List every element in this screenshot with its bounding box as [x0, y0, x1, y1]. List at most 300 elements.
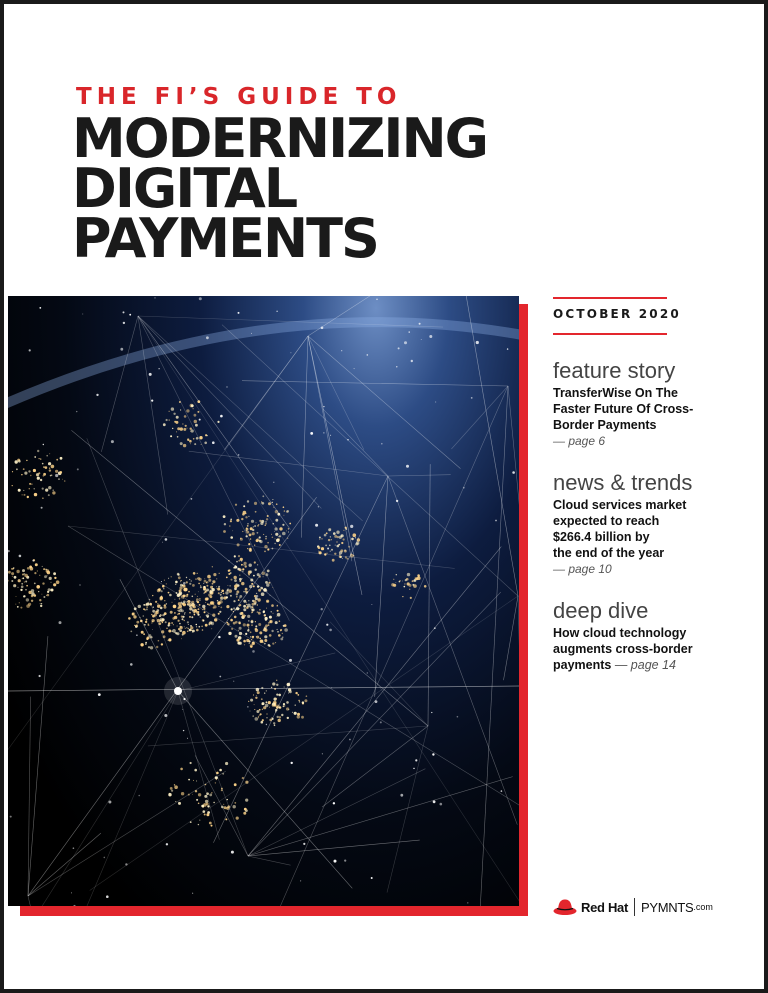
city-light [48, 494, 50, 496]
city-light [321, 538, 322, 539]
city-light [136, 621, 139, 624]
city-light [178, 613, 180, 615]
city-light [187, 631, 189, 633]
city-light [269, 707, 270, 708]
network-node [55, 474, 58, 477]
city-light [264, 551, 266, 553]
city-light [331, 539, 332, 540]
city-light [255, 697, 257, 699]
city-light [186, 602, 187, 603]
description-line: augments cross-border [553, 642, 693, 656]
city-light [204, 611, 206, 613]
city-light [196, 611, 199, 614]
city-light [163, 614, 165, 616]
city-light [184, 620, 185, 621]
city-light [412, 580, 414, 582]
city-light [150, 646, 153, 649]
city-light [13, 568, 14, 569]
city-light [157, 603, 158, 604]
city-light [241, 582, 244, 585]
city-light [221, 590, 224, 593]
city-light [247, 629, 249, 631]
city-light [335, 545, 336, 546]
network-node [432, 753, 434, 755]
city-light [236, 593, 238, 595]
city-light [319, 539, 320, 540]
city-light [16, 570, 19, 573]
network-node [73, 905, 75, 906]
network-line [178, 653, 335, 691]
city-light [275, 698, 277, 700]
city-light [233, 600, 235, 602]
city-light [20, 589, 22, 591]
city-light [226, 605, 229, 608]
earth-network-image [8, 296, 519, 906]
city-light [49, 469, 51, 471]
city-light [233, 607, 235, 609]
city-light [146, 607, 147, 608]
city-light [183, 428, 186, 431]
city-light [288, 528, 289, 529]
city-light [262, 572, 266, 576]
city-light [192, 596, 194, 598]
city-light [23, 596, 24, 597]
city-light [404, 583, 405, 584]
city-light [207, 603, 209, 605]
city-light [201, 805, 204, 808]
description-line: Border Payments [553, 418, 657, 432]
city-light [245, 615, 246, 616]
city-light [183, 444, 186, 447]
city-light [151, 622, 152, 623]
city-light [187, 428, 188, 429]
city-light [246, 602, 247, 603]
city-light [248, 701, 249, 702]
city-light [234, 585, 238, 589]
city-light [170, 787, 173, 790]
city-light [178, 574, 180, 576]
city-light [259, 536, 261, 538]
city-light [242, 571, 243, 572]
network-line [301, 336, 308, 538]
city-light [235, 504, 237, 506]
city-light [230, 573, 231, 574]
city-light [17, 587, 18, 588]
city-light [250, 527, 253, 530]
city-light [19, 602, 20, 603]
city-light [227, 807, 228, 808]
network-node [130, 663, 133, 666]
city-light [282, 532, 286, 536]
city-light [205, 800, 208, 803]
network-node [256, 595, 258, 597]
network-line [451, 386, 508, 449]
city-light [56, 459, 58, 461]
city-light [192, 630, 195, 633]
network-node [291, 762, 293, 764]
section-news-trends[interactable] [553, 471, 753, 577]
city-light [223, 530, 226, 533]
city-light [189, 612, 191, 614]
city-light [318, 546, 321, 549]
network-node [183, 730, 184, 731]
city-light [295, 705, 296, 706]
city-light [192, 794, 193, 795]
city-light [252, 532, 255, 535]
city-light [195, 424, 198, 427]
network-node [212, 441, 215, 444]
city-light [188, 628, 189, 629]
network-line [464, 296, 518, 596]
city-light [250, 548, 251, 549]
city-light [250, 636, 251, 637]
city-light [199, 820, 200, 821]
city-light [197, 596, 198, 597]
city-light [234, 802, 236, 804]
city-light [185, 628, 186, 629]
network-node [290, 352, 291, 353]
city-light [40, 603, 41, 604]
city-light [194, 574, 195, 575]
city-light [265, 617, 268, 620]
city-light [43, 568, 45, 570]
network-line [28, 833, 101, 896]
city-light [26, 598, 29, 601]
city-light [162, 622, 164, 624]
city-light [258, 612, 261, 615]
city-light [225, 818, 227, 820]
city-light [199, 604, 201, 606]
city-light [231, 579, 233, 581]
city-light [224, 523, 226, 525]
city-light [213, 802, 214, 803]
city-light [173, 605, 177, 609]
city-light [221, 592, 222, 593]
city-light [34, 493, 37, 496]
city-light [34, 488, 35, 489]
city-light [396, 574, 397, 575]
city-light [49, 468, 50, 469]
network-line [388, 475, 451, 476]
network-line [242, 381, 508, 386]
city-light [24, 582, 25, 583]
network-node [82, 314, 83, 315]
city-light [16, 596, 17, 597]
city-light [8, 579, 9, 582]
city-light [168, 630, 171, 633]
city-light [166, 419, 168, 421]
network-node [344, 860, 346, 862]
city-light [288, 688, 291, 691]
description-line: payments [553, 658, 612, 672]
city-light [15, 585, 16, 586]
city-light [198, 578, 201, 581]
city-light [176, 416, 179, 419]
network-node [96, 394, 98, 396]
city-light [179, 599, 180, 600]
city-light [204, 442, 207, 445]
city-light [196, 799, 198, 801]
network-line [322, 726, 428, 807]
city-light [249, 564, 252, 567]
city-light [136, 624, 139, 627]
city-light [21, 583, 23, 585]
network-line [323, 409, 388, 476]
city-light [30, 567, 34, 571]
city-light [27, 567, 30, 570]
city-light [284, 624, 287, 627]
city-light [168, 793, 171, 796]
city-light [164, 600, 165, 601]
city-light [250, 711, 251, 712]
city-light [254, 561, 256, 563]
city-light [213, 573, 216, 576]
city-light [413, 584, 417, 588]
city-light [233, 805, 236, 808]
network-node [323, 432, 324, 433]
city-light [329, 545, 331, 547]
city-light [217, 421, 219, 423]
network-node [251, 333, 252, 334]
city-light [301, 716, 304, 719]
city-light [216, 578, 217, 579]
city-light [173, 413, 175, 415]
city-light [187, 603, 189, 605]
city-light [52, 489, 54, 491]
section-deep-dive[interactable] [553, 599, 753, 673]
city-light [247, 523, 249, 525]
city-light [245, 633, 247, 635]
network-node [187, 738, 188, 739]
network-node [354, 368, 355, 369]
city-light [226, 577, 228, 579]
city-light [198, 803, 200, 805]
city-light [230, 519, 232, 521]
city-light [254, 709, 255, 710]
city-light [238, 630, 239, 631]
city-light [132, 612, 136, 616]
city-light [256, 695, 257, 696]
city-light [248, 629, 249, 630]
city-light [266, 690, 267, 691]
city-light [262, 495, 264, 497]
city-light [156, 646, 158, 648]
description-line: TransferWise On The [553, 386, 678, 400]
city-light [15, 460, 18, 463]
city-light [218, 586, 220, 588]
city-light [288, 532, 289, 533]
city-light [279, 716, 281, 718]
city-light [171, 622, 173, 624]
city-light [265, 523, 267, 525]
city-light [256, 636, 259, 639]
city-light [275, 519, 278, 522]
network-line [480, 386, 508, 906]
city-light [234, 555, 236, 557]
city-light [265, 538, 267, 540]
city-light [190, 605, 191, 606]
city-light [168, 638, 171, 641]
city-light [276, 616, 277, 617]
city-light [227, 588, 229, 590]
city-light [224, 806, 227, 809]
city-light [217, 602, 220, 605]
city-light [146, 608, 148, 610]
city-light [342, 558, 343, 559]
city-light [189, 440, 192, 443]
city-light [148, 624, 150, 626]
city-light [196, 626, 197, 627]
city-light [283, 703, 285, 705]
city-light [50, 475, 52, 477]
description-line: expected to reach [553, 514, 660, 528]
city-light [11, 572, 14, 575]
city-light [141, 631, 144, 634]
city-light [282, 633, 283, 634]
network-line [8, 686, 519, 691]
city-light [250, 699, 253, 702]
city-light [188, 591, 190, 593]
logo-divider [634, 898, 635, 916]
city-light [185, 594, 188, 597]
city-light [197, 609, 198, 610]
city-light [236, 817, 239, 820]
city-light [336, 541, 337, 542]
city-light [280, 629, 282, 631]
city-light [190, 443, 191, 444]
city-light [163, 423, 166, 426]
city-light [250, 646, 252, 648]
network-line [87, 438, 248, 856]
city-light [172, 602, 173, 603]
city-light [158, 640, 160, 642]
city-light [145, 642, 147, 644]
city-light [181, 792, 184, 795]
city-light [239, 580, 241, 582]
city-light [277, 613, 281, 617]
city-light [184, 415, 187, 418]
city-light [275, 533, 278, 536]
city-light [192, 584, 195, 587]
city-light [288, 709, 289, 710]
network-node [367, 354, 369, 356]
city-light [145, 604, 146, 605]
city-light [202, 629, 204, 631]
city-light [182, 631, 186, 635]
city-light [178, 620, 180, 622]
city-light [34, 583, 36, 585]
city-light [282, 637, 283, 638]
city-light [48, 588, 51, 591]
city-light [274, 531, 275, 532]
network-node [512, 471, 515, 474]
network-node [162, 542, 163, 543]
city-light [186, 409, 189, 412]
network-node [226, 386, 227, 387]
network-node [471, 397, 473, 399]
city-light [23, 490, 24, 491]
city-light [241, 564, 243, 566]
network-node [376, 299, 378, 301]
city-light [194, 420, 197, 423]
city-light [261, 520, 264, 523]
city-light [168, 592, 170, 594]
city-light [15, 604, 16, 605]
section-feature-story[interactable] [553, 359, 753, 449]
city-light [177, 436, 179, 438]
city-light [47, 571, 50, 574]
network-line [308, 336, 352, 561]
network-node [350, 525, 353, 528]
city-light [226, 596, 228, 598]
network-node [415, 759, 417, 761]
city-light [278, 536, 279, 537]
city-light [12, 485, 13, 486]
city-light [206, 803, 209, 806]
city-light [180, 409, 181, 410]
city-light [265, 521, 267, 523]
city-light [264, 614, 266, 616]
network-line [248, 769, 425, 856]
section-description [553, 385, 753, 433]
city-light [39, 458, 40, 459]
network-node [400, 794, 403, 797]
city-light [355, 537, 356, 538]
network-node [371, 877, 373, 879]
city-light [333, 532, 336, 535]
city-light [166, 583, 167, 584]
city-light [29, 488, 30, 489]
city-light [183, 601, 186, 604]
city-light [172, 428, 173, 429]
city-light [191, 404, 194, 407]
city-light [212, 586, 213, 587]
network-node [104, 857, 106, 859]
section-page-ref: — page 6 [553, 434, 606, 448]
city-light [242, 578, 243, 579]
network-line [508, 386, 519, 670]
city-light [277, 716, 279, 718]
city-light [276, 503, 278, 505]
city-light [193, 408, 194, 409]
city-light [165, 621, 167, 623]
city-light [279, 620, 281, 622]
network-node [164, 714, 167, 717]
city-light [263, 630, 265, 632]
section-description [553, 625, 753, 673]
city-light [321, 547, 324, 550]
city-light [250, 631, 252, 633]
city-light [266, 608, 267, 609]
city-light [182, 616, 184, 618]
city-light [184, 613, 185, 614]
city-light [404, 586, 406, 588]
city-light [219, 573, 220, 574]
network-node [323, 406, 324, 407]
city-light [191, 580, 192, 581]
city-light [201, 626, 203, 628]
city-light [163, 605, 164, 606]
city-light [393, 584, 396, 587]
network-node [106, 895, 109, 898]
network-node [76, 411, 77, 412]
city-light [160, 618, 163, 621]
city-light [197, 601, 199, 603]
section-description [553, 497, 753, 561]
city-light [24, 472, 27, 475]
city-light [217, 588, 220, 591]
city-light [148, 602, 149, 603]
